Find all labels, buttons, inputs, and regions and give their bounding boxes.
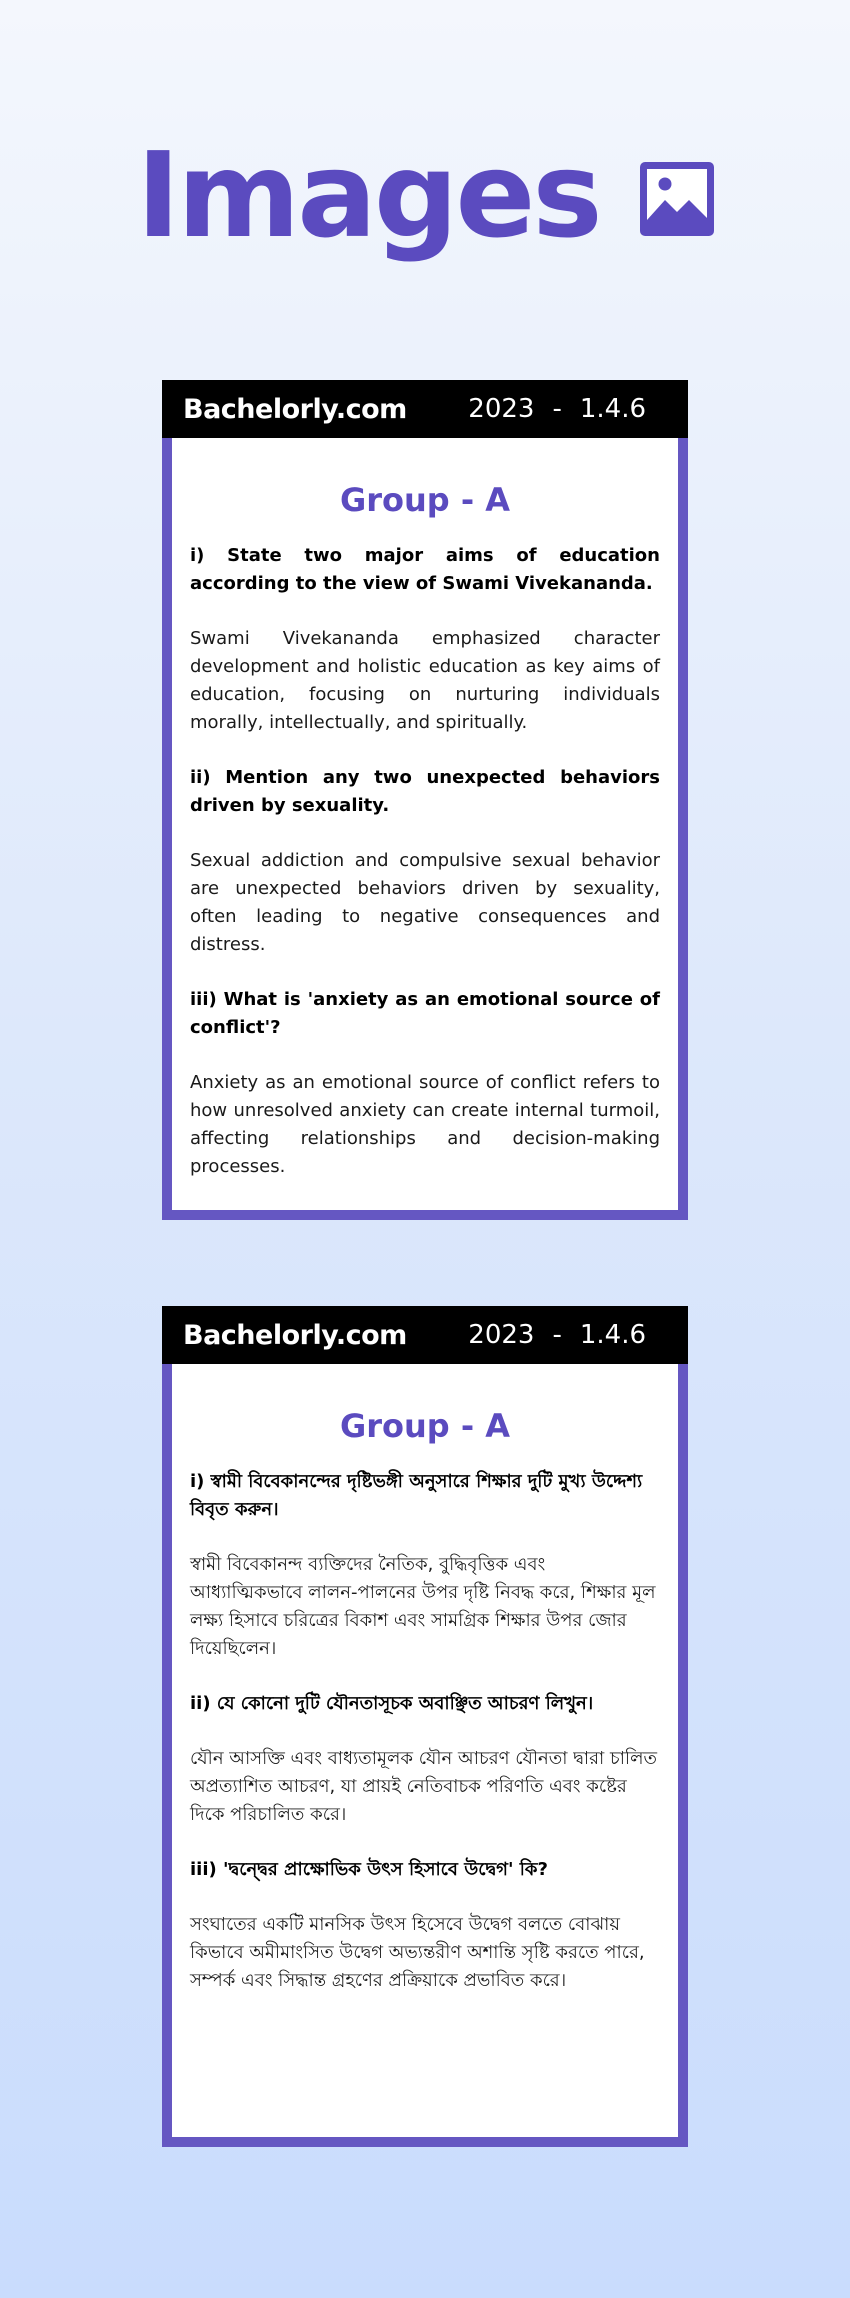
question-3: iii) 'দ্বন্দ্বের প্রাক্ষোভিক উৎস হিসাবে উদ্বেগ' কি? — [190, 1859, 548, 1880]
card-header-bar — [162, 380, 688, 438]
answer-card-bengali — [162, 1306, 688, 2147]
answer-1: Swami Vivekananda emphasized character development and holistic education as key aims of education, focusing on nurturing individuals morally, intellectually, and spiritually. — [190, 628, 660, 733]
image-icon — [640, 162, 714, 236]
section-number: 1.4.6 — [579, 1320, 646, 1350]
question-1: i) স্বামী বিবেকানন্দের দৃষ্টিভঙ্গী অনুসারে শিক্ষার দুটি মুখ্য উদ্দেশ্য বিবৃত করুন। — [190, 1471, 643, 1520]
question-2: ii) যে কোনো দুটি যৌনতাসূচক অবাঞ্ছিত আচরণ লিখুন। — [190, 1693, 594, 1714]
page-title: Images — [136, 126, 600, 264]
answer-card-english — [162, 380, 688, 1220]
card-meta — [468, 394, 646, 424]
question-3: iii) What is 'anxiety as an emotional source of conflict'? — [190, 989, 660, 1038]
question-2: ii) Mention any two unexpected behaviors driven by sexuality. — [190, 767, 660, 816]
group-heading: Group - A — [339, 481, 511, 519]
question-1: i) State two major aims of education according to the view of Swami Vivekananda. — [190, 545, 660, 594]
section-number: 1.4.6 — [579, 394, 646, 424]
card-meta — [468, 1320, 646, 1350]
site-brand: Bachelorly.com — [183, 393, 407, 425]
year-label: 2023 — [468, 394, 535, 424]
card-body — [172, 1364, 678, 1995]
answer-2: Sexual addiction and compulsive sexual behavior are unexpected behaviors driven by sexuality, often leading to negative consequences and distress. — [190, 850, 660, 955]
answer-1: স্বামী বিবেকানন্দ ব্যক্তিদের নৈতিক, বুদ্ধিবৃত্তিক এবং আধ্যাত্মিকভাবে লালন-পালনের উপর দৃষ্টি নিবদ্ধ করে, শিক্ষার মূল লক্ষ্য হিসাবে চরিত্রের বিকাশ এবং সামগ্রিক শিক্ষার উপর জোর দিয়েছিলেন। — [190, 1554, 656, 1659]
group-heading: Group - A — [339, 1407, 511, 1445]
answer-3: সংঘাতের একটি মানসিক উৎস হিসেবে উদ্বেগ বলতে বোঝায় কিভাবে অমীমাংসিত উদ্বেগ অভ্যন্তরীণ অশান্তি সৃষ্টি করতে পারে, সম্পর্ক এবং সিদ্ধান্ত গ্রহণের প্রক্রিয়াকে প্রভাবিত করে। — [190, 1914, 645, 1991]
site-brand: Bachelorly.com — [183, 1319, 407, 1351]
card-header-bar — [162, 1306, 688, 1364]
card-body — [172, 438, 678, 1181]
answer-2: যৌন আসক্তি এবং বাধ্যতামূলক যৌন আচরণ যৌনতা দ্বারা চালিত অপ্রত্যাশিত আচরণ, যা প্রায়ই নেতিবাচক পরিণতি এবং কষ্টের দিকে পরিচালিত করে। — [190, 1748, 657, 1825]
page-header — [0, 120, 850, 270]
answer-3: Anxiety as an emotional source of conflict refers to how unresolved anxiety can create internal turmoil, affecting relationships and decision-making processes. — [190, 1072, 660, 1177]
meta-separator: - — [552, 1320, 562, 1350]
year-label: 2023 — [468, 1320, 535, 1350]
meta-separator: - — [552, 394, 562, 424]
